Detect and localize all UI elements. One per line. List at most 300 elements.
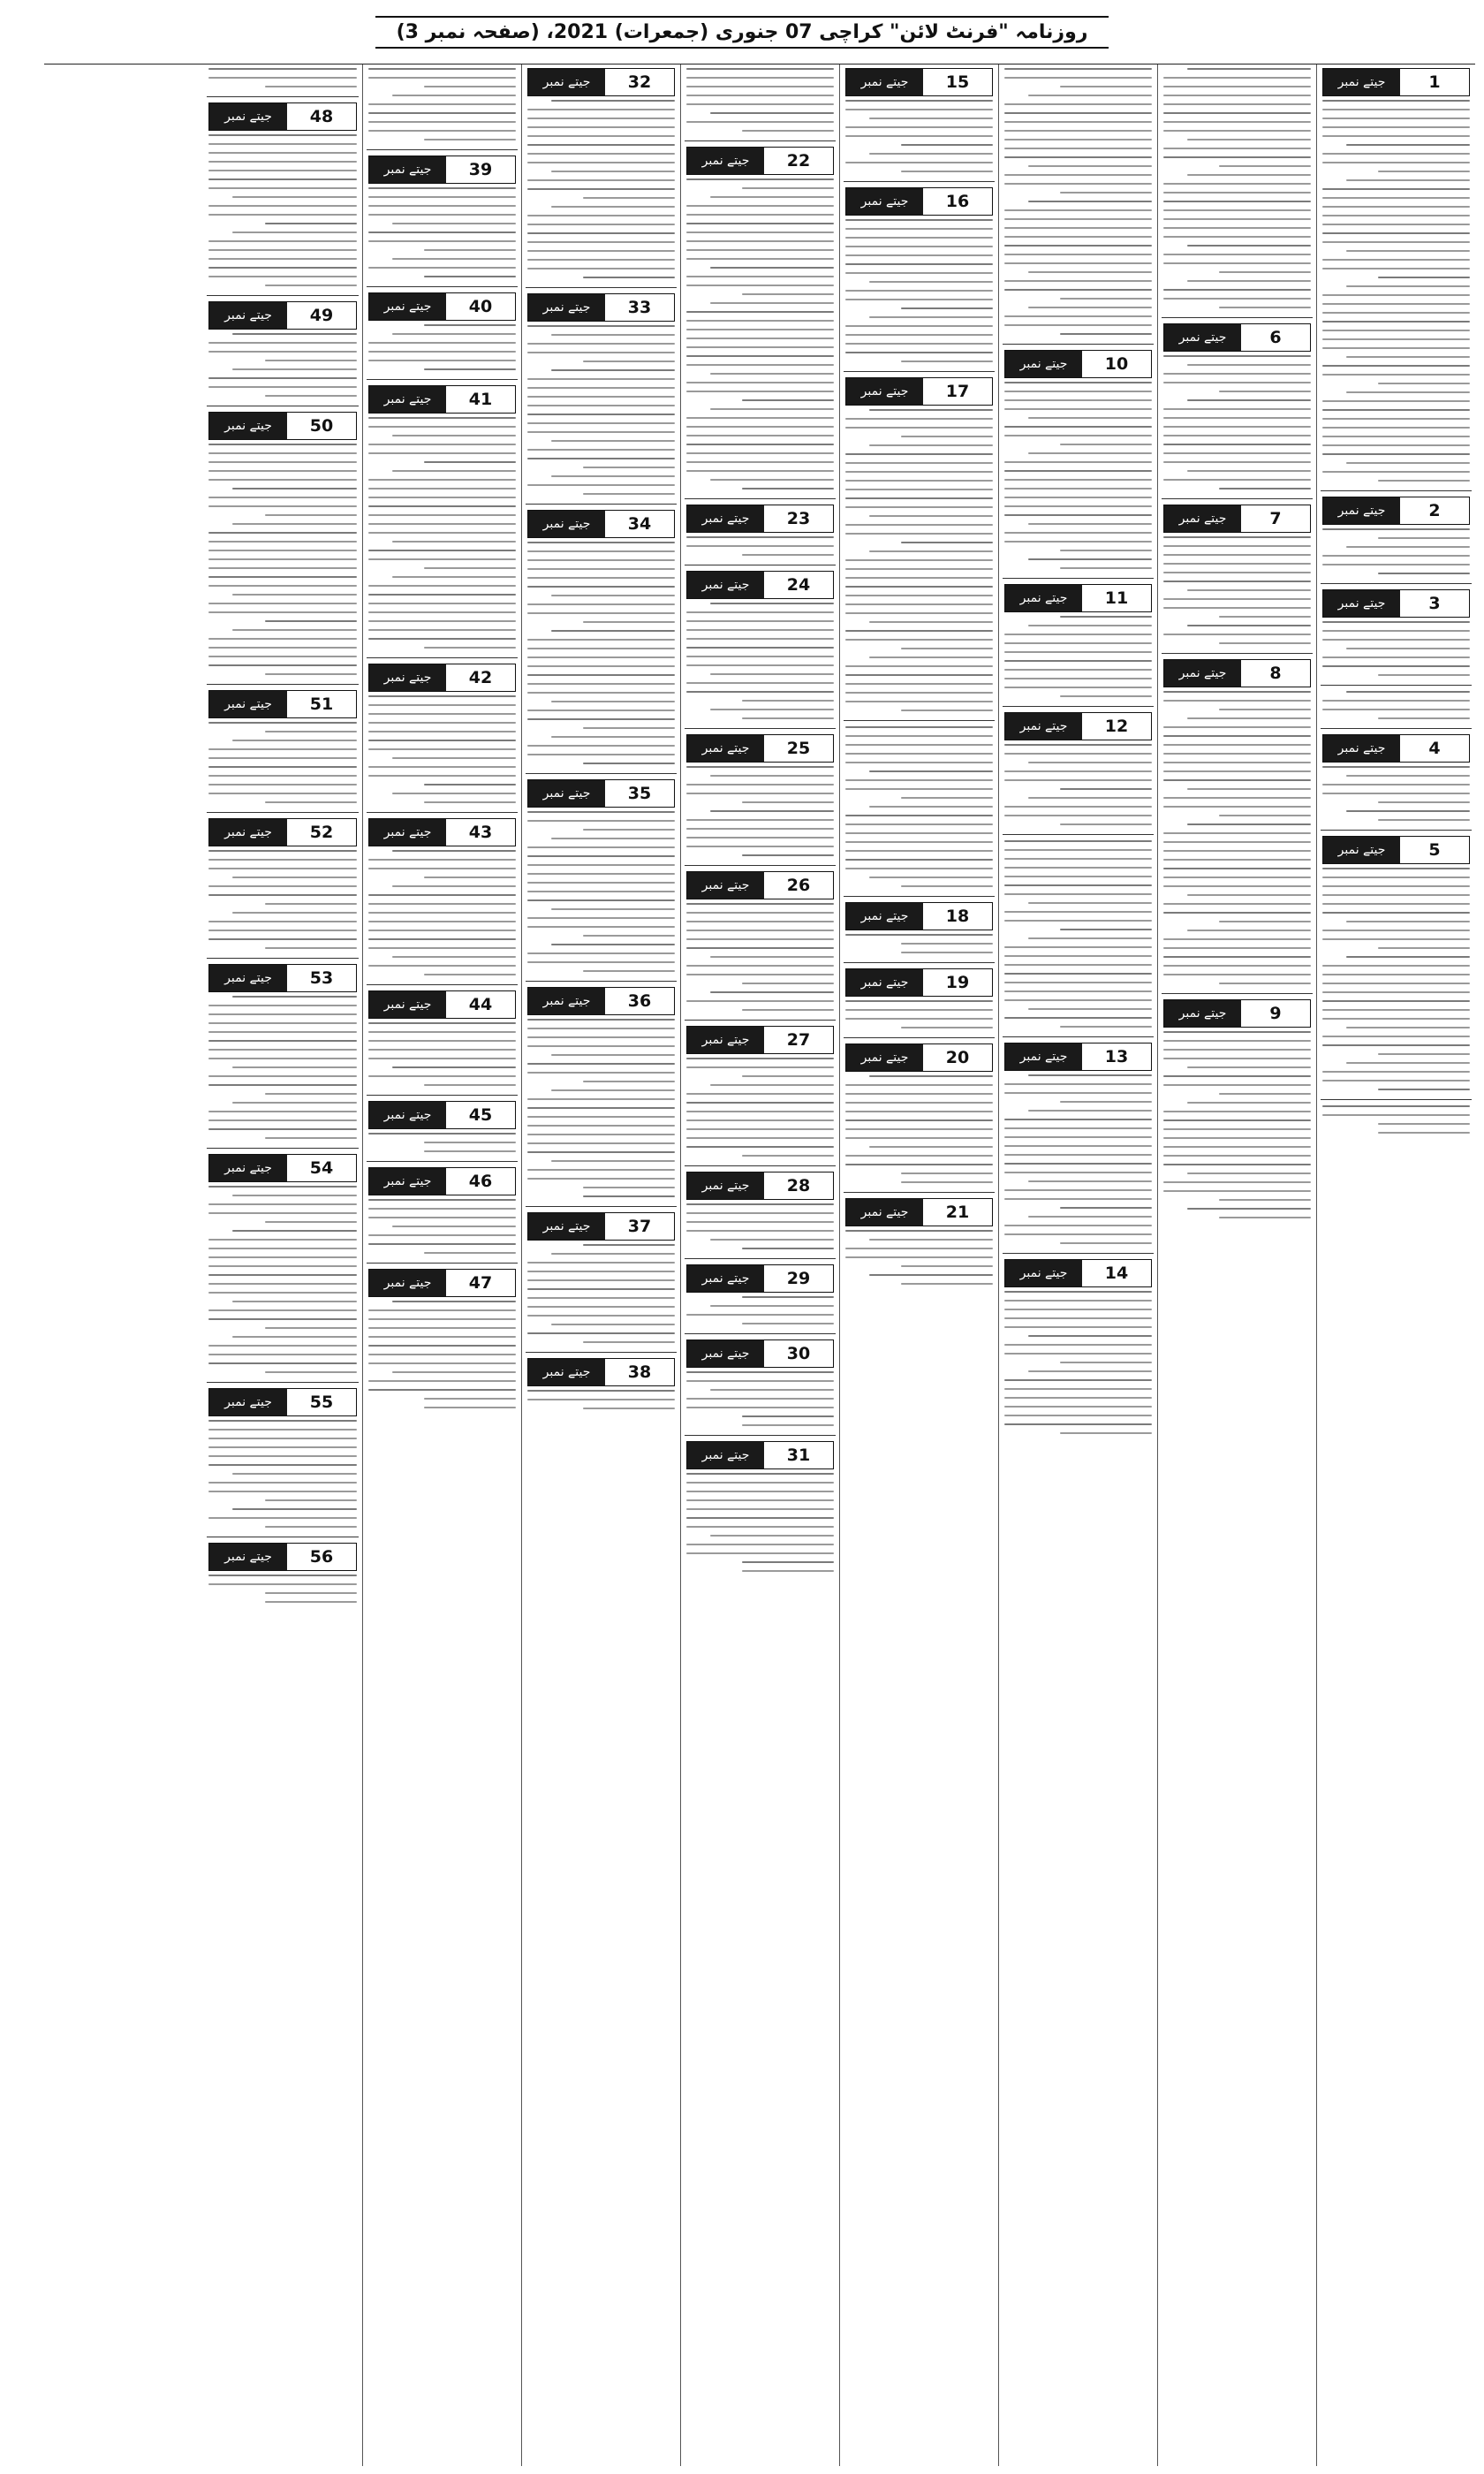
article-text-block [686, 1203, 834, 1249]
text-line [1322, 312, 1470, 314]
item-number-tag [368, 818, 516, 846]
text-line [551, 440, 675, 442]
text-line [686, 536, 834, 538]
text-line [208, 1455, 357, 1457]
text-line [208, 258, 357, 260]
item-divider [367, 1161, 518, 1162]
text-line [368, 611, 516, 613]
text-line [1004, 642, 1152, 644]
text-line [1163, 192, 1311, 194]
text-line [1163, 95, 1311, 96]
text-line [845, 1128, 993, 1130]
text-line [208, 1354, 357, 1355]
news-item [999, 709, 1157, 832]
text-line [1322, 630, 1470, 632]
article-text-block [845, 219, 993, 362]
item-number-tag [1004, 584, 1152, 612]
text-line [1028, 937, 1152, 939]
item-number: 46 [446, 1168, 515, 1195]
text-line [1004, 753, 1152, 755]
text-line [1004, 1309, 1152, 1310]
text-line [368, 112, 516, 114]
text-line [208, 1575, 357, 1576]
item-number-tag [1163, 505, 1311, 533]
item-number-tag [208, 1388, 357, 1416]
text-line [1346, 250, 1470, 252]
text-line [583, 621, 675, 623]
text-line [1060, 695, 1152, 697]
text-line [527, 952, 675, 954]
text-line [1004, 1300, 1152, 1302]
text-line [527, 188, 675, 190]
item-number-tag [845, 1043, 993, 1072]
text-line [527, 1151, 675, 1153]
text-line [1060, 929, 1152, 930]
text-line [1060, 298, 1152, 300]
text-line [208, 249, 357, 251]
text-line [686, 1517, 834, 1519]
item-divider [685, 1020, 836, 1021]
text-line [1004, 770, 1152, 772]
item-number-tag [208, 964, 357, 992]
text-line [1004, 884, 1152, 886]
text-line [1322, 347, 1470, 349]
item-number: 40 [446, 293, 515, 320]
text-line [1004, 964, 1152, 966]
news-item [681, 1336, 839, 1433]
item-number: 22 [764, 148, 833, 174]
text-line [527, 405, 675, 406]
text-line [845, 1137, 993, 1139]
item-number: 48 [287, 103, 356, 130]
text-line [368, 231, 516, 233]
text-line [686, 1221, 834, 1223]
news-item [522, 290, 680, 502]
newspaper-masthead-line: روزنامہ "فرنٹ لائن" کراچی 07 جنوری (جمعرات) 2021، (صفحہ نمبر 3) [375, 16, 1109, 49]
text-line [208, 170, 357, 171]
item-label: جیتے نمبر [687, 148, 764, 174]
text-line [265, 673, 357, 675]
text-line [265, 947, 357, 949]
text-line [1004, 1092, 1152, 1094]
text-line [527, 396, 675, 398]
article-text-block [208, 444, 357, 675]
item-number: 36 [605, 988, 674, 1014]
item-number: 35 [605, 780, 674, 807]
text-line [845, 823, 993, 825]
article-text-block [368, 850, 516, 975]
news-item [363, 152, 521, 285]
text-line [1322, 1009, 1470, 1011]
text-line [869, 621, 993, 623]
text-line [208, 1049, 357, 1051]
text-line [1060, 1207, 1152, 1209]
text-line [208, 664, 357, 666]
text-line [368, 417, 516, 419]
item-label: جیتے نمبر [1005, 713, 1082, 740]
text-line [845, 744, 993, 746]
text-line [368, 77, 516, 79]
text-line [424, 974, 516, 975]
article-text-block [1322, 868, 1470, 1090]
text-line [527, 1390, 675, 1392]
text-line [1378, 1123, 1470, 1125]
text-line [686, 1146, 834, 1148]
text-line [1322, 1018, 1470, 1020]
text-line [710, 1305, 834, 1307]
text-line [1219, 983, 1311, 984]
text-line [869, 515, 993, 517]
text-line [368, 629, 516, 631]
text-line [368, 921, 516, 922]
text-line [1346, 956, 1470, 958]
text-line [208, 497, 357, 498]
text-line [1163, 417, 1311, 419]
text-line [686, 545, 834, 547]
item-number-tag [208, 690, 357, 718]
text-line [1163, 850, 1311, 852]
text-line [424, 324, 516, 326]
item-number: 56 [287, 1544, 356, 1570]
item-number-tag [1004, 712, 1152, 740]
item-number: 42 [446, 664, 515, 691]
text-line [1163, 218, 1311, 220]
news-item [1317, 65, 1475, 489]
text-line [1004, 858, 1152, 860]
article-text-block [208, 1420, 357, 1528]
text-line [527, 542, 675, 543]
text-line [901, 885, 993, 887]
text-line [265, 360, 357, 361]
item-number-tag [208, 1543, 357, 1571]
text-line [424, 567, 516, 569]
text-line [1322, 153, 1470, 155]
article-text-block [368, 68, 516, 140]
text-line [845, 595, 993, 596]
text-line [1004, 121, 1152, 123]
item-label: جیتے نمبر [1164, 1000, 1241, 1027]
text-line [527, 1116, 675, 1118]
text-line [845, 841, 993, 843]
news-item [840, 65, 998, 179]
text-line [845, 1164, 993, 1165]
text-line [208, 1075, 357, 1077]
text-line [208, 505, 357, 507]
text-line [527, 891, 675, 892]
text-line [845, 246, 993, 247]
item-number: 2 [1400, 497, 1469, 524]
text-line [1322, 400, 1470, 402]
text-line [392, 95, 516, 96]
news-item [1317, 731, 1475, 828]
text-line [1028, 1335, 1152, 1337]
text-line [392, 223, 516, 224]
text-line [1163, 554, 1311, 556]
text-line [1004, 1083, 1152, 1085]
text-line [1322, 938, 1470, 940]
text-line [1322, 930, 1470, 931]
text-line [527, 1036, 675, 1038]
text-line [1322, 656, 1470, 658]
text-line [527, 458, 675, 459]
text-line [265, 1499, 357, 1501]
text-line [1163, 938, 1311, 940]
text-line [368, 497, 516, 498]
text-line [583, 360, 675, 362]
text-line [1004, 1388, 1152, 1390]
text-line [1163, 209, 1311, 211]
item-number: 3 [1400, 590, 1469, 617]
article-text-block [1004, 744, 1152, 825]
text-line [1163, 885, 1311, 887]
text-line [208, 1212, 357, 1214]
text-line [1219, 307, 1311, 308]
text-line [208, 1256, 357, 1258]
item-divider [1321, 685, 1472, 686]
text-line [1004, 470, 1152, 472]
news-item [681, 1022, 839, 1164]
item-number: 45 [446, 1102, 515, 1128]
text-line [1163, 868, 1311, 869]
text-line [1219, 165, 1311, 167]
text-line [686, 95, 834, 96]
text-line [845, 788, 993, 790]
text-line [686, 930, 834, 931]
text-line [392, 757, 516, 759]
text-line [527, 153, 675, 155]
text-line [551, 595, 675, 596]
text-line [1378, 537, 1470, 539]
text-line [686, 793, 834, 794]
text-line [869, 316, 993, 318]
item-number-tag [527, 1212, 675, 1241]
text-line [368, 638, 516, 640]
text-line [686, 320, 834, 322]
item-number: 32 [605, 69, 674, 95]
text-line [686, 338, 834, 339]
text-line [710, 1084, 834, 1086]
text-line [527, 1271, 675, 1272]
item-number: 54 [287, 1155, 356, 1181]
text-line [845, 343, 993, 345]
text-line [1004, 1317, 1152, 1319]
article-text-block [1004, 840, 1152, 1028]
item-divider [685, 1258, 836, 1259]
text-line [1060, 1026, 1152, 1028]
text-line [1004, 280, 1152, 282]
text-line [686, 912, 834, 914]
text-line [1346, 648, 1470, 649]
item-number-tag [368, 1269, 516, 1297]
text-line [710, 709, 834, 710]
text-line [1163, 859, 1311, 861]
item-label: جیتے نمبر [846, 1044, 923, 1071]
text-line [527, 1019, 675, 1021]
text-line [901, 171, 993, 172]
text-line [368, 1058, 516, 1059]
article-text-block [686, 1371, 834, 1426]
item-number: 7 [1241, 505, 1310, 532]
item-label: جیتے نمبر [687, 1027, 764, 1053]
text-line [742, 1415, 834, 1417]
article-text-block [1322, 621, 1470, 676]
item-number: 53 [287, 965, 356, 991]
text-line [1322, 894, 1470, 896]
text-line [1322, 321, 1470, 323]
text-line [845, 577, 993, 579]
article-text-block [1322, 766, 1470, 821]
news-item [681, 731, 839, 863]
text-line [527, 855, 675, 857]
text-line [710, 1239, 834, 1241]
text-line [368, 930, 516, 931]
text-line [1346, 144, 1470, 146]
text-line [208, 351, 357, 353]
item-label: جیتے نمبر [209, 302, 287, 329]
text-line [686, 1066, 834, 1068]
text-line [1163, 426, 1311, 428]
article-text-block [686, 1296, 834, 1324]
item-label: جیتے نمبر [1164, 505, 1241, 532]
text-line [845, 726, 993, 728]
text-line [392, 435, 516, 436]
text-line [845, 692, 993, 694]
news-item [840, 965, 998, 1036]
news-item [363, 1097, 521, 1159]
text-line [368, 426, 516, 428]
text-line [686, 435, 834, 436]
text-line [208, 161, 357, 163]
text-line [1004, 236, 1152, 238]
text-line [208, 1203, 357, 1205]
news-item [203, 408, 362, 682]
text-line [686, 921, 834, 922]
text-line [845, 272, 993, 274]
text-line [1028, 1370, 1152, 1372]
text-line [265, 395, 357, 397]
text-line [368, 1199, 516, 1201]
article-text-block [1163, 1031, 1311, 1218]
item-label: جیتے نمبر [1005, 585, 1082, 611]
text-line [901, 1027, 993, 1028]
article-text-block [208, 722, 357, 803]
text-line [208, 558, 357, 560]
text-line [208, 766, 357, 768]
item-label: جیتے نمبر [1323, 69, 1400, 95]
item-label: جیتے نمبر [369, 991, 446, 1018]
text-line [1004, 399, 1152, 401]
text-line [845, 568, 993, 570]
news-item [999, 346, 1157, 576]
news-item [840, 899, 998, 960]
text-line [208, 930, 357, 931]
text-line [686, 311, 834, 313]
item-label: جیتے نمبر [687, 1265, 764, 1292]
text-line [1163, 797, 1311, 799]
text-line [208, 1362, 357, 1364]
text-line [845, 109, 993, 110]
item-number: 24 [764, 572, 833, 598]
text-line [1322, 1044, 1470, 1046]
text-line [710, 775, 834, 777]
text-line [265, 1601, 357, 1603]
text-line [1028, 1008, 1152, 1010]
text-line [686, 1380, 834, 1382]
item-number: 28 [764, 1172, 833, 1199]
item-label: جیتے نمبر [209, 1155, 287, 1181]
text-line [368, 187, 516, 189]
text-line [1322, 912, 1470, 914]
text-line [1004, 324, 1152, 326]
text-line [1163, 121, 1311, 123]
text-line [686, 1526, 834, 1528]
text-line [208, 1119, 357, 1121]
text-line [1187, 364, 1311, 366]
item-number-tag [845, 902, 993, 930]
item-divider [844, 962, 995, 963]
text-line [1163, 700, 1311, 702]
text-line [527, 224, 675, 225]
text-line [527, 352, 675, 353]
text-line [1163, 103, 1311, 105]
text-line [527, 1107, 675, 1109]
text-line [208, 576, 357, 578]
text-line [1163, 735, 1311, 737]
item-label: جیتے نمبر [846, 69, 923, 95]
text-line [1004, 1017, 1152, 1019]
text-line [845, 533, 993, 535]
text-line [551, 1089, 675, 1091]
text-line [1004, 148, 1152, 149]
text-line [1028, 523, 1152, 525]
item-label: جیتے نمبر [1323, 735, 1400, 762]
text-line [1163, 903, 1311, 905]
text-line [686, 417, 834, 419]
text-line [208, 1292, 357, 1294]
news-item [363, 987, 521, 1093]
text-line [208, 479, 357, 481]
text-line [265, 903, 357, 905]
text-line [1004, 227, 1152, 229]
text-line [1378, 171, 1470, 172]
text-line [1004, 209, 1152, 211]
text-line [1163, 148, 1311, 149]
text-line [1028, 165, 1152, 167]
text-line [686, 974, 834, 975]
text-line [368, 479, 516, 481]
item-divider [685, 1165, 836, 1166]
text-line [1378, 947, 1470, 949]
text-line [368, 1354, 516, 1355]
text-line [845, 1256, 993, 1258]
text-line [1346, 179, 1470, 181]
item-label: جیتے نمبر [1005, 1260, 1082, 1286]
text-line [710, 302, 834, 304]
text-line [527, 1332, 675, 1334]
text-line [424, 784, 516, 785]
text-line [208, 377, 357, 379]
text-line [710, 810, 834, 812]
news-item [363, 815, 521, 983]
text-line [1322, 162, 1470, 163]
item-label: جیتے نمبر [687, 1442, 764, 1468]
text-line [368, 894, 516, 896]
text-line [686, 364, 834, 366]
text-line [686, 346, 834, 348]
text-line [686, 664, 834, 666]
text-line [869, 153, 993, 155]
news-item [999, 1256, 1157, 1441]
